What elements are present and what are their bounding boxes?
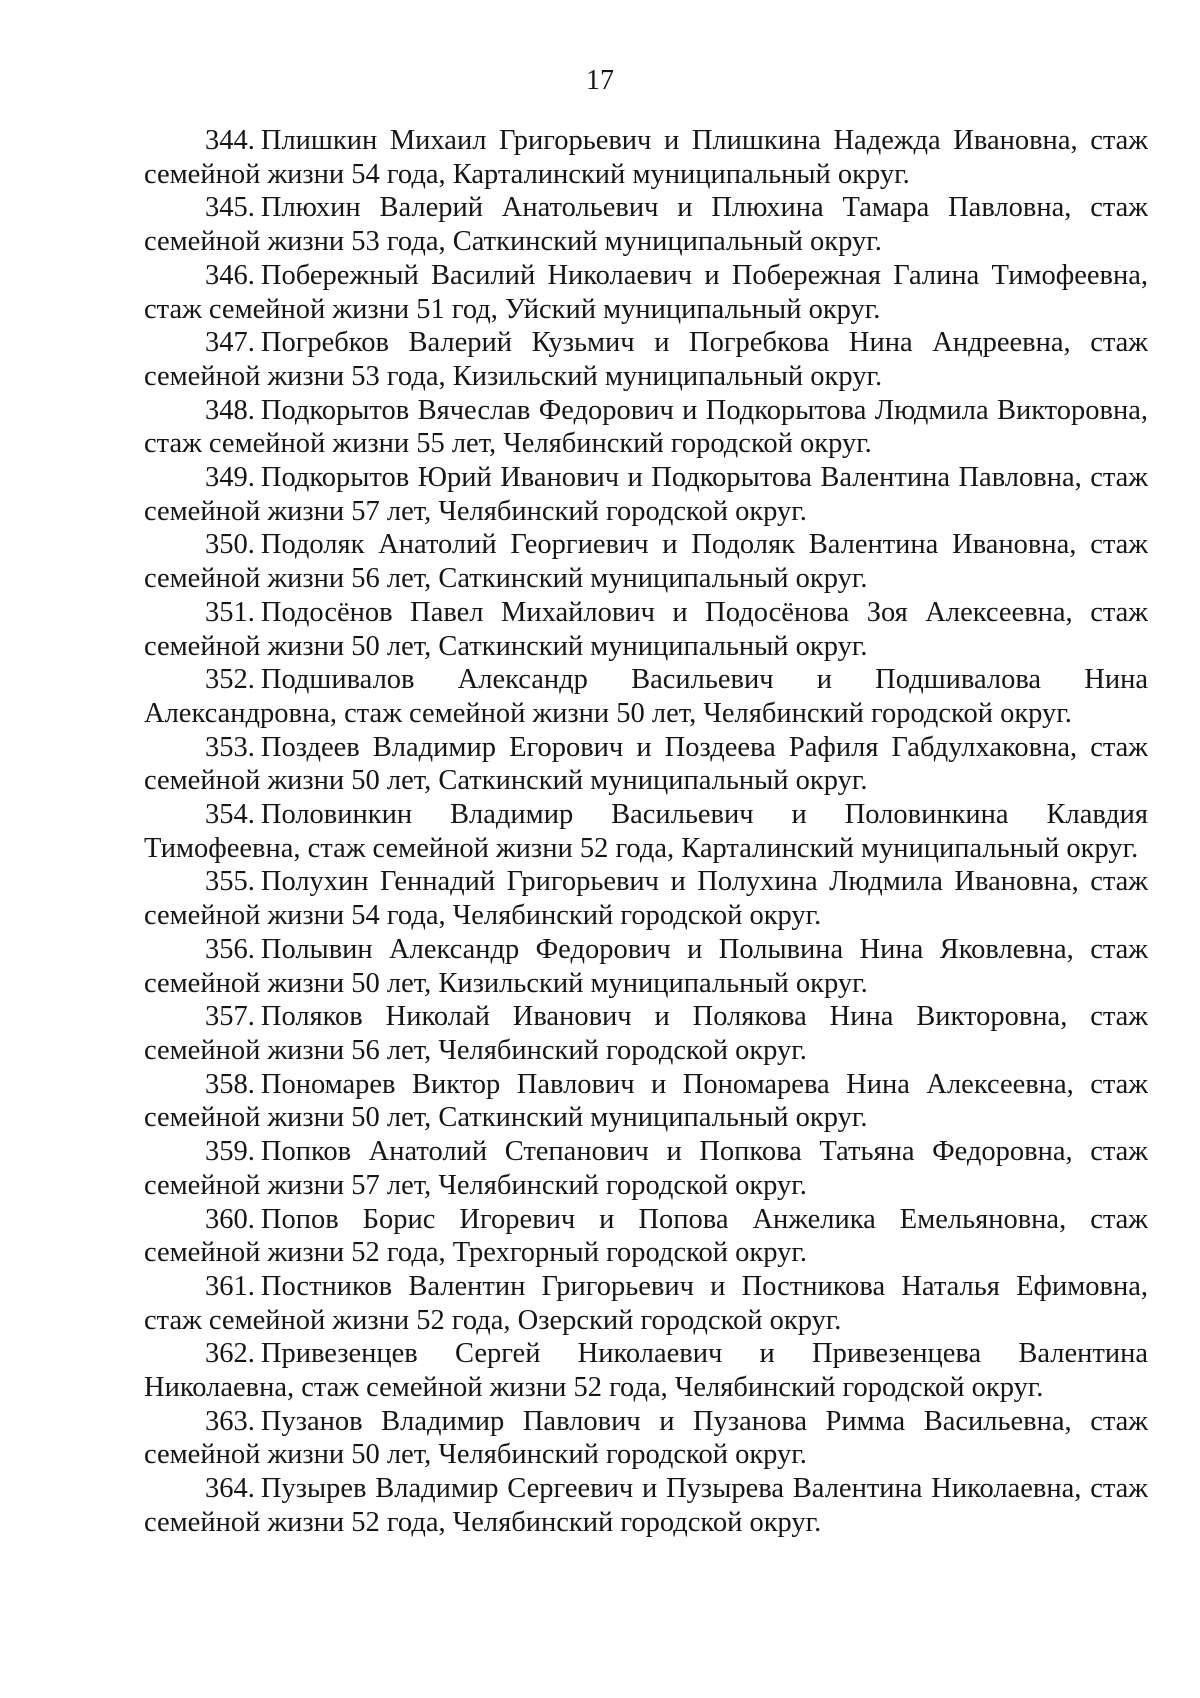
list-item xyxy=(144,124,1148,191)
entry-number: 362. xyxy=(205,1338,255,1370)
page-number: 17 xyxy=(586,65,614,96)
entry-number: 352. xyxy=(205,664,255,696)
entry-text: Подкорытов Вячеслав Федорович и Подкорытова Людмила Викторовна, стаж семейной жизни 55 лет, Челябинский городской округ. xyxy=(144,394,1148,460)
list-item xyxy=(144,933,1148,1000)
entry-number: 351. xyxy=(205,596,255,628)
entry-text: Поляков Николай Иванович и Полякова Нина Викторовна, стаж семейной жизни 56 лет, Челябинский городской округ. xyxy=(144,1001,1148,1066)
list-item xyxy=(144,394,1148,461)
entry-text: Погребков Валерий Кузьмич и Погребкова Нина Андреевна, стаж семейной жизни 53 года, Кизильский муниципальный округ. xyxy=(144,327,1148,392)
list-item xyxy=(144,259,1148,326)
entry-number: 360. xyxy=(205,1203,255,1235)
list-item xyxy=(144,326,1148,393)
list-item xyxy=(144,596,1148,663)
entry-number: 350. xyxy=(205,529,255,561)
entry-text: Попов Борис Игоревич и Попова Анжелика Емельяновна, стаж семейной жизни 52 года, Трехгорный городской округ. xyxy=(144,1203,1148,1269)
list-item xyxy=(144,1472,1148,1539)
entry-text: Полухин Геннадий Григорьевич и Полухина Людмила Ивановна, стаж семейной жизни 54 года, Челябинский городской округ. xyxy=(144,866,1148,932)
entry-text: Привезенцев Сергей Николаевич и Привезенцева Валентина Николаевна, стаж семейной жизни 52 года, Челябинский городской округ. xyxy=(144,1338,1148,1404)
entry-text: Плюхин Валерий Анатольевич и Плюхина Тамара Павловна, стаж семейной жизни 53 года, Саткинский муниципальный округ. xyxy=(144,192,1148,258)
list-item xyxy=(144,1270,1148,1337)
list-item xyxy=(144,663,1148,730)
award-list xyxy=(144,124,1148,1540)
entry-text: Подкорытов Юрий Иванович и Подкорытова Валентина Павловна, стаж семейной жизни 57 лет, Челябинский городской округ. xyxy=(144,462,1148,527)
entry-number: 348. xyxy=(205,394,255,426)
list-item xyxy=(144,731,1148,798)
list-item xyxy=(144,1405,1148,1472)
entry-text: Побережный Василий Николаевич и Побережная Галина Тимофеевна, стаж семейной жизни 51 год, Уйский муниципальный округ. xyxy=(144,259,1148,325)
entry-number: 355. xyxy=(205,866,255,898)
entry-text: Подоляк Анатолий Георгиевич и Подоляк Валентина Ивановна, стаж семейной жизни 56 лет, Саткинский муниципальный округ. xyxy=(144,529,1148,595)
entry-text: Плишкин Михаил Григорьевич и Плишкина Надежда Ивановна, стаж семейной жизни 54 года, Карталинский муниципальный округ. xyxy=(144,125,1148,190)
entry-number: 363. xyxy=(205,1405,255,1437)
entry-text: Попков Анатолий Степанович и Попкова Татьяна Федоровна, стаж семейной жизни 57 лет, Челябинский городской округ. xyxy=(144,1136,1148,1201)
entry-number: 364. xyxy=(205,1473,255,1505)
entry-number: 358. xyxy=(205,1068,255,1100)
list-item xyxy=(144,1203,1148,1270)
entry-text: Подшивалов Александр Васильевич и Подшивалова Нина Александровна, стаж семейной жизни 50 лет, Челябинский городской округ. xyxy=(144,664,1148,729)
entry-number: 345. xyxy=(205,192,255,224)
entry-text: Подосёнов Павел Михайлович и Подосёнова Зоя Алексеевна, стаж семейной жизни 50 лет, Саткинский муниципальный округ. xyxy=(144,596,1148,662)
list-item xyxy=(144,1068,1148,1135)
list-item xyxy=(144,461,1148,528)
entry-text: Постников Валентин Григорьевич и Постникова Наталья Ефимовна, стаж семейной жизни 52 года, Озерский городской округ. xyxy=(144,1270,1148,1336)
list-item xyxy=(144,191,1148,258)
entry-number: 357. xyxy=(205,1001,255,1033)
entry-number: 349. xyxy=(205,462,255,494)
entry-text: Половинкин Владимир Васильевич и Половинкина Клавдия Тимофеевна, стаж семейной жизни 52 года, Карталинский муниципальный округ. xyxy=(144,799,1148,864)
list-item xyxy=(144,1337,1148,1404)
entry-text: Пузырев Владимир Сергеевич и Пузырева Валентина Николаевна, стаж семейной жизни 52 года, Челябинский городской округ. xyxy=(144,1473,1148,1538)
entry-number: 359. xyxy=(205,1136,255,1168)
entry-number: 347. xyxy=(205,327,255,359)
list-item xyxy=(144,798,1148,865)
list-item xyxy=(144,1000,1148,1067)
entry-text: Пономарев Виктор Павлович и Пономарева Нина Алексеевна, стаж семейной жизни 50 лет, Саткинский муниципальный округ. xyxy=(144,1068,1148,1134)
entry-number: 354. xyxy=(205,799,255,831)
entry-number: 346. xyxy=(205,259,255,291)
list-item xyxy=(144,528,1148,595)
entry-text: Полывин Александр Федорович и Полывина Нина Яковлевна, стаж семейной жизни 50 лет, Кизильский муниципальный округ. xyxy=(144,933,1148,999)
entry-text: Пузанов Владимир Павлович и Пузанова Римма Васильевна, стаж семейной жизни 50 лет, Челябинский городской округ. xyxy=(144,1405,1148,1471)
list-item xyxy=(144,1135,1148,1202)
list-item xyxy=(144,865,1148,932)
entry-number: 356. xyxy=(205,933,255,965)
entry-text: Поздеев Владимир Егорович и Поздеева Рафиля Габдулхаковна, стаж семейной жизни 50 лет, Саткинский муниципальный округ. xyxy=(144,731,1148,797)
entry-number: 344. xyxy=(205,125,255,156)
entry-number: 353. xyxy=(205,731,255,763)
entry-number: 361. xyxy=(205,1270,255,1302)
